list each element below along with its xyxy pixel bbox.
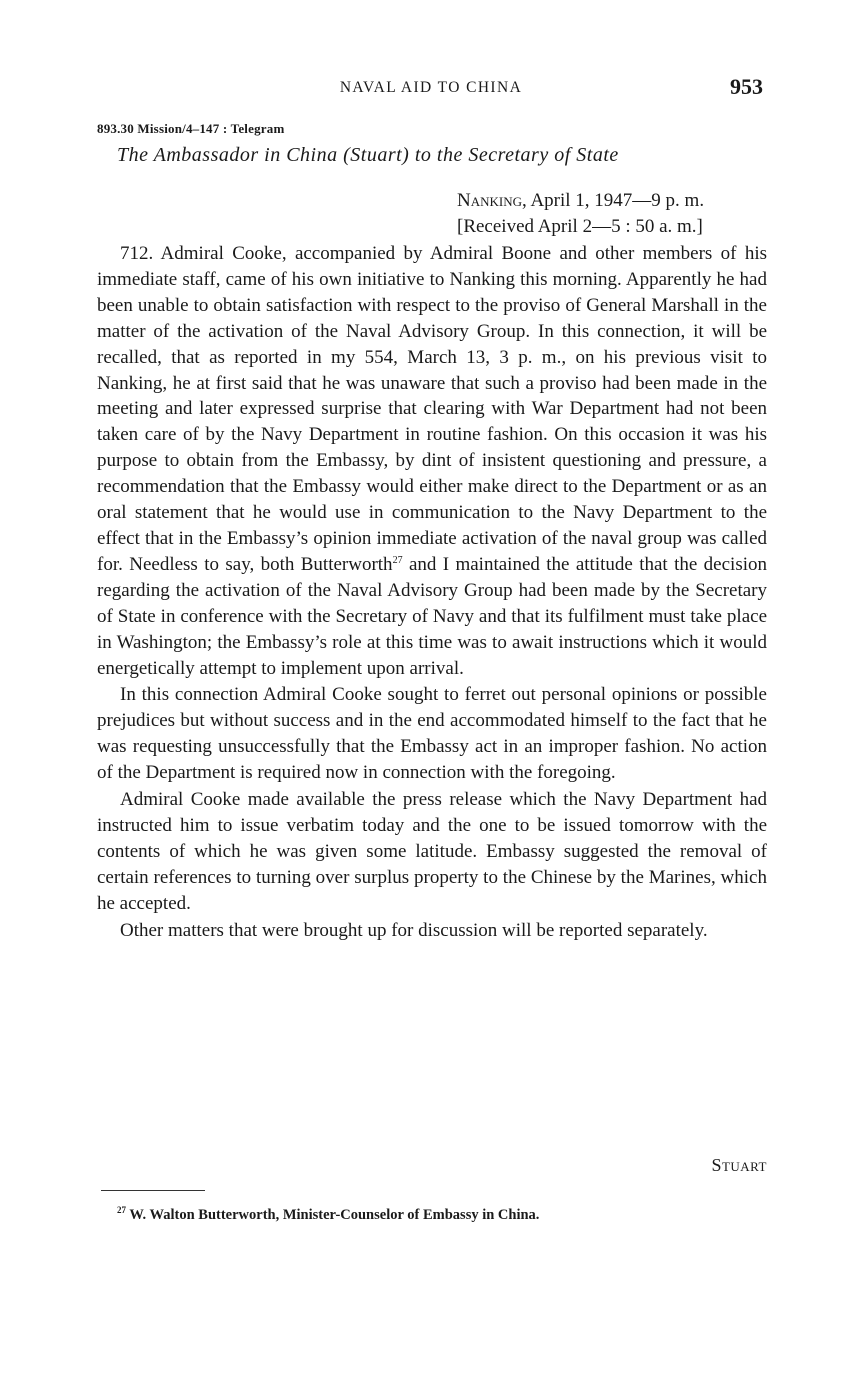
dateline-date: , April 1, 1947—9 p. m. (522, 190, 705, 211)
paragraph-1 (97, 241, 767, 681)
heading-post: ) to the Secretary of State (402, 144, 619, 166)
footnote-reference: 27 (392, 554, 403, 566)
document-heading (117, 144, 619, 167)
file-reference: 893.30 Mission/4–147 : Telegram (97, 121, 285, 136)
paragraph-3: Admiral Cooke made available the press release which the Navy Department had instructed him to issue verbatim today and the one to be issued tomorrow with the contents of which he was given some latitude. Embassy suggested the removal of certain references to turning over surplus property to the Chinese by the Marines, which he accepted. (97, 789, 767, 914)
signature: Stuart (711, 1155, 767, 1175)
page-number: 953 (730, 74, 763, 99)
paragraph-4: Other matters that were brought up for discussion will be reported separately. (120, 919, 708, 941)
running-title: NAVAL AID TO CHINA (339, 79, 523, 96)
running-head (0, 76, 862, 102)
footnote-text: W. Walton Butterworth, Minister-Counselor of Embassy in China. (126, 1207, 540, 1223)
footnote (117, 1207, 539, 1224)
telegram-body (97, 241, 767, 943)
heading-name: Stuart (350, 144, 403, 166)
paragraph-1-text: 712. Admiral Cooke, accompanied by Admiral Boone and other members of his immediate staff, came of his own initiative to Nanking this morning. Apparently he had been unable to obtain satisfaction with respect to the proviso of General Marshall in the matter of the activation of the Naval Advisory Group. In this connection, it will be recalled, that as reported in my 554, March 13, 3 p. m., on his previous visit to Nanking, he at first said that he was unaware that such a proviso had been made in the meeting and later expressed surprise that clearing with War Department had not been taken care of by the Navy Department in routine fashion. On this occasion it was his purpose to obtain from the Embassy, by dint of insistent questioning and pressure, a recommendation that the Embassy would either make direct to the Department or as an oral statement that he would use in communication to the Navy Department to the effect that in the Embassy’s opinion immediate activation of the naval group was called for. Needless to say, both Butterworth (97, 243, 767, 575)
paragraph-1-text-continued: and I maintained the attitude that the decision regarding the activation of the Naval Advisory Group had been made by the Secretary of State in conference with the Secretary of Navy and that its fulfilment must take place in Washington; the Embassy’s role at this time was to await instructions which it would energetically attempt to implement upon arrival. (97, 553, 767, 679)
dateline-received: [Received April 2—5 : 50 a. m.] (457, 216, 703, 237)
dateline-place: Nanking (457, 190, 522, 211)
footnote-divider (101, 1190, 205, 1191)
dateline (457, 188, 704, 240)
footnote-marker: 27 (117, 1205, 126, 1215)
dateline-sent (457, 188, 704, 214)
paragraph-2: In this connection Admiral Cooke sought to ferret out personal opinions or possible prejudices but without success and in the end accommodated himself to the fact that he was requesting unsuccessfully that the Embassy act in an improper fashion. No action of the Department is required now in connection with the foregoing. (97, 684, 767, 784)
heading-pre: The Ambassador in China ( (117, 144, 351, 166)
